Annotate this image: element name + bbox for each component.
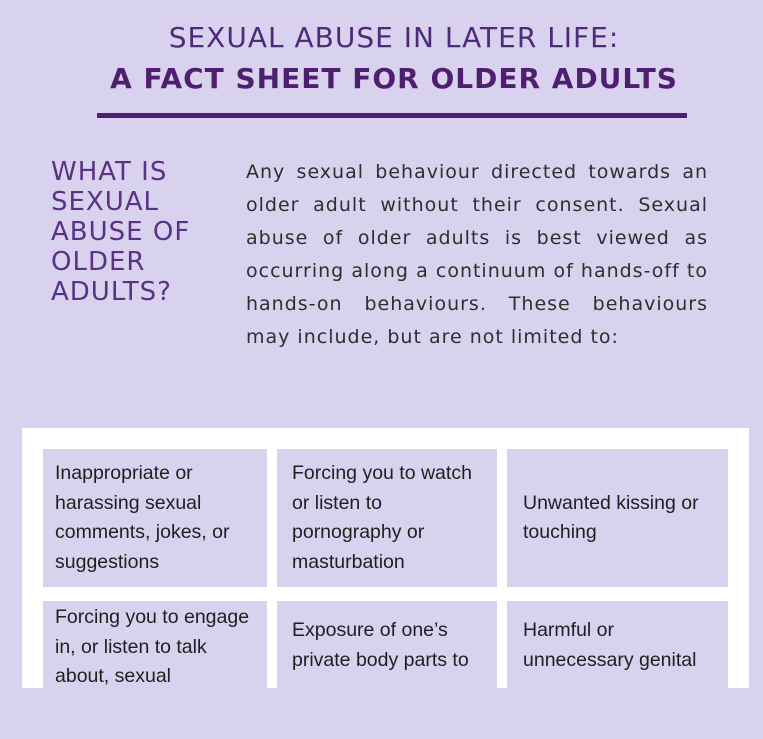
behaviour-cell: [507, 449, 728, 587]
behaviour-text: Inappropriate or harassing sexual comments, jokes, or suggestions: [55, 462, 230, 573]
section-heading-line: ADULTS?: [51, 277, 172, 307]
behaviour-cell: [507, 601, 728, 739]
section-heading-line: WHAT IS: [51, 157, 168, 187]
definition-text: Any sexual behaviour directed towards an older adult without their consent. Sexual abuse of older adults is best viewed as occurring along a continuum of hands-off to hands-on behaviours. These behaviours may include, but are not limited to:: [246, 161, 708, 348]
behaviour-text: Forcing you to watch or listen to pornography or masturbation: [292, 462, 472, 573]
behaviour-text: Forcing you to engage in, or listen to talk about, sexual: [55, 606, 250, 687]
title-divider: [97, 113, 687, 118]
behaviour-cell: [277, 449, 497, 587]
section-heading-line: ABUSE OF: [51, 217, 191, 247]
behaviour-text: Harmful or unnecessary genital: [523, 619, 697, 671]
behaviour-cell: [277, 601, 497, 739]
behaviour-cell: [43, 601, 267, 739]
section-heading: [51, 157, 221, 307]
behaviour-cell: [43, 449, 267, 587]
behaviour-text: Unwanted kissing or touching: [523, 491, 699, 543]
title-line-2: A FACT SHEET FOR OLDER ADULTS: [110, 62, 678, 95]
behaviour-text: Exposure of one’s private body parts to: [292, 619, 469, 671]
title-line-1: SEXUAL ABUSE IN LATER LIFE:: [168, 21, 620, 54]
section-heading-line: SEXUAL: [51, 187, 160, 217]
section-heading-line: OLDER: [51, 247, 146, 277]
